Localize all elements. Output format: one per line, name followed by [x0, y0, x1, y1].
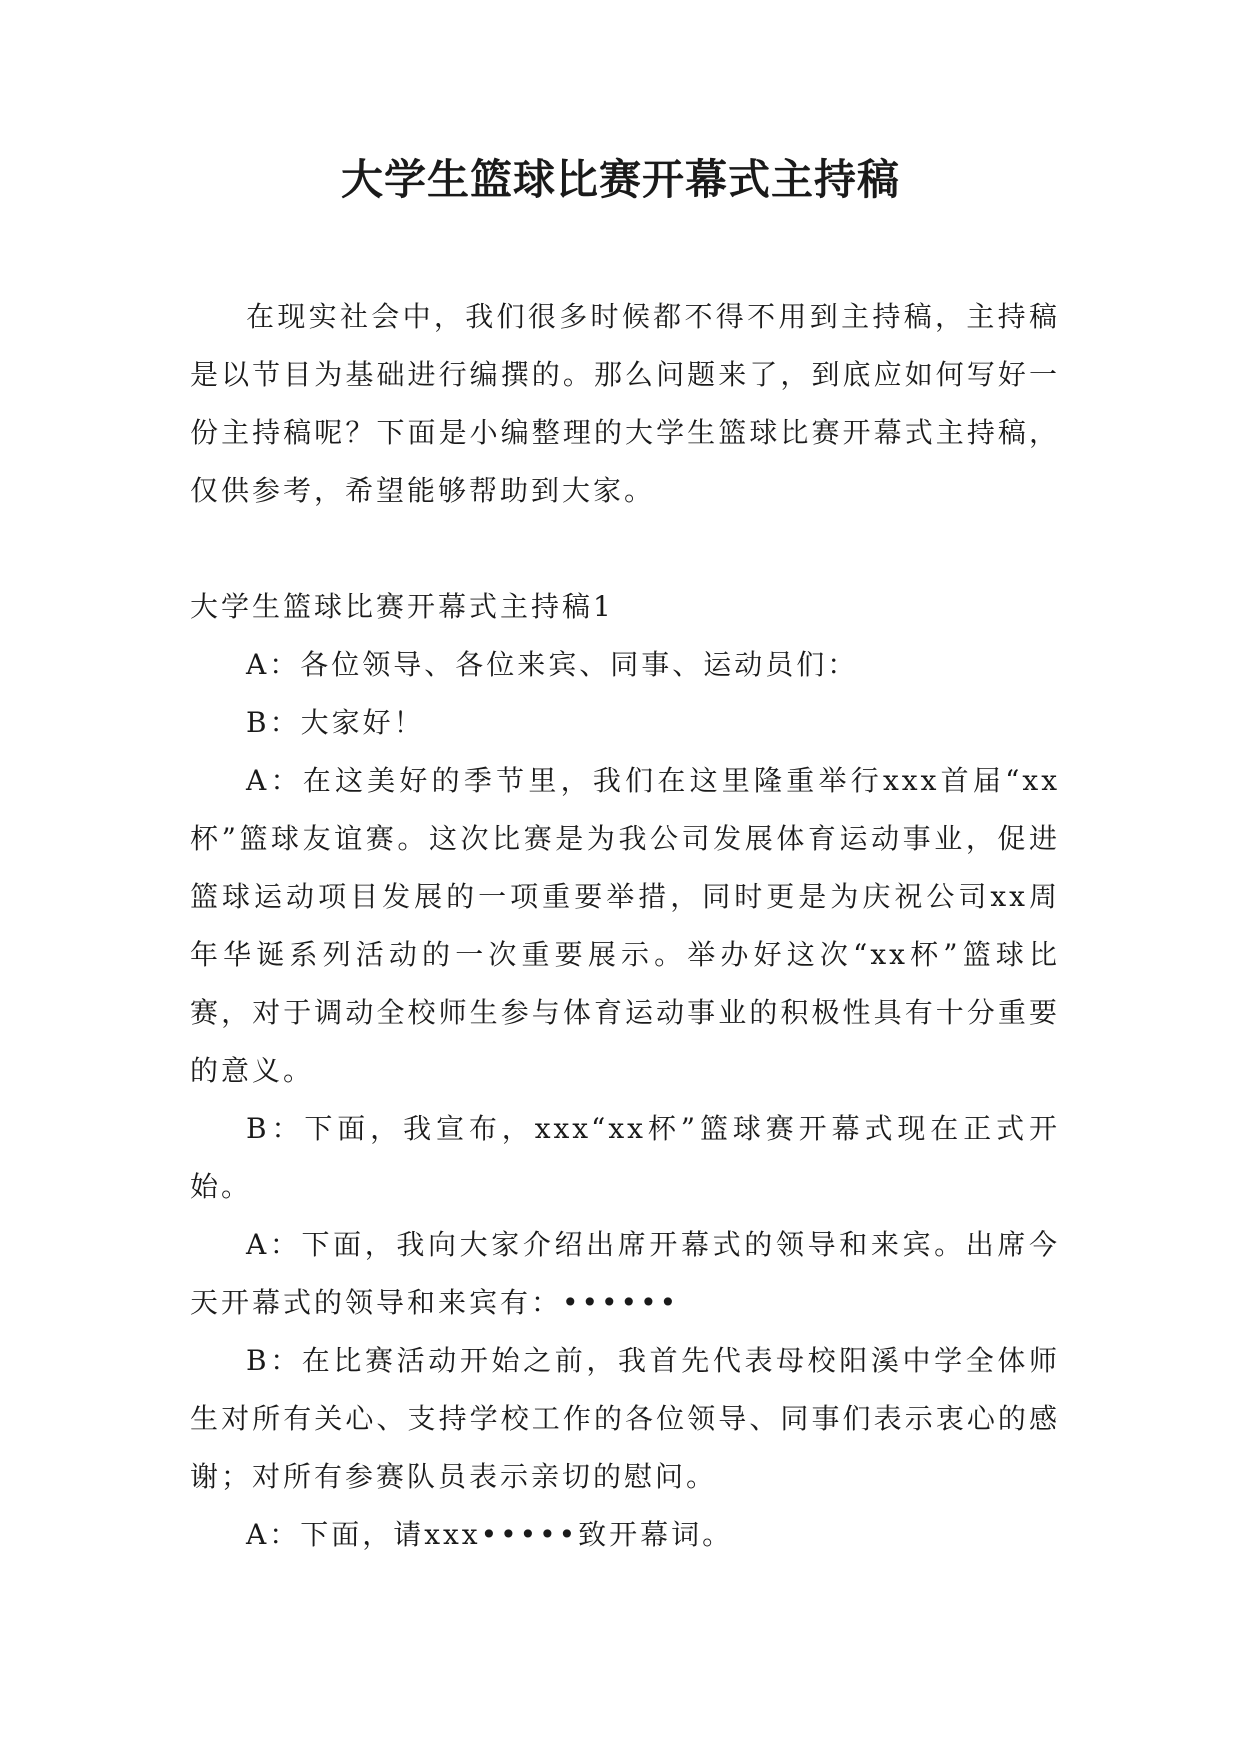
script-paragraph: A：下面，我向大家介绍出席开幕式的领导和来宾。出席今天开幕式的领导和来宾有：•••••• — [190, 1228, 1060, 1319]
document-title: 大学生篮球比赛开幕式主持稿 — [340, 155, 900, 204]
script-paragraph: A：在这美好的季节里，我们在这里隆重举行xxx首届“xx杯”篮球友谊赛。这次比赛是为我公司发展体育运动事业，促进篮球运动项目发展的一项重要举措，同时更是为庆祝公司xx周年华诞系列活动的一次重要展示。举办好这次“xx杯”篮球比赛，对于调动全校师生参与体育运动事业的积极性具有十分重要的意义。 — [190, 764, 1060, 1087]
script-paragraph: B：大家好！ — [246, 706, 425, 739]
intro-paragraph: 在现实社会中，我们很多时候都不得不用到主持稿，主持稿是以节目为基础进行编撰的。那么问题来了，到底应如何写好一份主持稿呢？下面是小编整理的大学生篮球比赛开幕式主持稿，仅供参考，希望能够帮助到大家。 — [190, 300, 1060, 507]
script-paragraph: B：下面，我宣布，xxx“xx杯”篮球赛开幕式现在正式开始。 — [190, 1112, 1060, 1203]
script-paragraph: A：下面，请xxx•••••致开幕词。 — [246, 1518, 734, 1551]
section-heading: 大学生篮球比赛开幕式主持稿1 — [190, 590, 614, 623]
document-body — [190, 288, 1060, 1564]
script-paragraph: B：在比赛活动开始之前，我首先代表母校阳溪中学全体师生对所有关心、支持学校工作的各位领导、同事们表示衷心的感谢；对所有参赛队员表示亲切的慰问。 — [190, 1344, 1060, 1493]
script-paragraph: A：各位领导、各位来宾、同事、运动员们： — [246, 648, 859, 681]
